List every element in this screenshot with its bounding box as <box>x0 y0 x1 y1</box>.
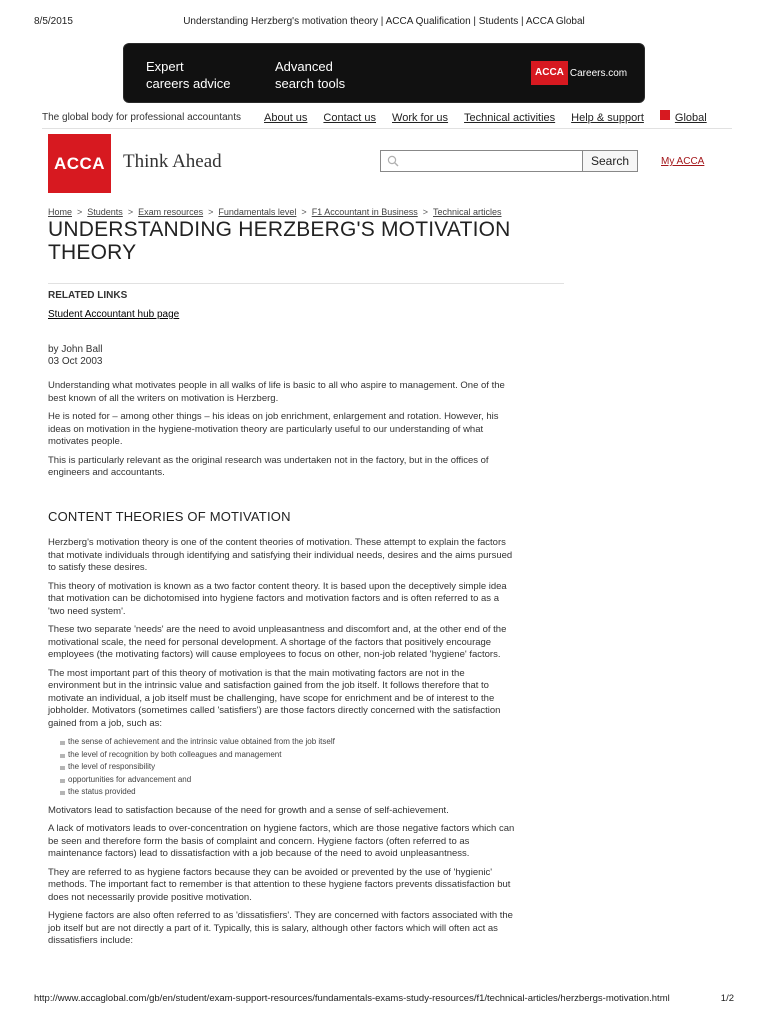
careers-banner[interactable] <box>123 43 645 103</box>
list-item: opportunities for advancement and <box>60 774 518 787</box>
print-page-title: Understanding Herzberg's motivation theory | ACCA Qualification | Students | ACCA Global <box>183 16 585 27</box>
related-links-label: RELATED LINKS <box>48 290 128 301</box>
banner-left-line2: careers advice <box>146 76 231 91</box>
nav-global-link[interactable]: Global <box>674 112 707 124</box>
search-input[interactable] <box>380 150 583 172</box>
search-form <box>380 150 638 172</box>
body-paragraph: Motivators lead to satisfaction because of the need for growth and a sense of self-achievement. <box>48 804 449 816</box>
acca-logo[interactable]: ACCA <box>48 134 111 193</box>
intro-paragraph: Understanding what motivates people in all walks of life is basic to all who aspire to management. One of the best known of all the writers on motivation is Herzberg. <box>48 380 505 404</box>
breadcrumb: Home > Students > Exam resources > Fundamentals level > F1 Accountant in Business > Technical articles <box>48 207 502 217</box>
article-body <box>48 537 518 954</box>
nav-global[interactable] <box>660 112 723 124</box>
nav-technical-activities[interactable]: Technical activities <box>464 112 556 124</box>
acca-mini-logo-icon <box>660 110 670 120</box>
banner-search-tools <box>275 58 345 92</box>
breadcrumb-exam-resources[interactable]: Exam resources <box>138 207 204 217</box>
nav-about-us[interactable]: About us <box>264 112 308 124</box>
think-ahead-slogan: Think Ahead <box>123 151 222 172</box>
nav-contact-us[interactable]: Contact us <box>323 112 377 124</box>
body-paragraph: The most important part of this theory of motivation is that the main motivating factors are not in the environment but in the intrinsic value and satisfaction gained from the job itself. It follows therefore that to motivate an individual, a job itself must be challenging, have scope for enrichment and be of interest to the jobholder. Motivators (sometimes called 'satisfiers') are those factors directly concerned with the satisfaction gained from a job, such as: <box>48 667 501 729</box>
body-paragraph: Hygiene factors are also often referred to as 'dissatisfiers'. They are concerned with factors associated with the job itself but are not directly a part of it. Typically, this is salary, although other factors which will often act as dissatisfiers include: <box>48 910 513 946</box>
print-header <box>34 16 734 30</box>
banner-mid-line2: search tools <box>275 76 346 91</box>
intro-paragraph: He is noted for – among other things – his ideas on job enrichment, enlargement and rotation. However, his ideas on motivation in the hygiene-motivation theory are particularly useful to our understanding of what motivates people. <box>48 411 499 447</box>
breadcrumb-fundamentals-level[interactable]: Fundamentals level <box>218 207 297 217</box>
body-paragraph: These two separate 'needs' are the need to avoid unpleasantness and discomfort and, at the other end of the motivational scale, the need for personal development. A shortage of the factors that positively encourage employees (the motivating factors) will cause employees to focus on other, non-job related 'hygiene' factors. <box>48 624 507 660</box>
acca-careers-logo <box>531 61 627 85</box>
banner-left-line1: Expert <box>146 59 184 74</box>
search-button[interactable]: Search <box>583 150 638 172</box>
motivators-list <box>48 736 518 799</box>
article-date: 03 Oct 2003 <box>48 356 103 367</box>
banner-expert-advice <box>146 58 231 92</box>
article-intro <box>48 380 518 486</box>
my-acca-link[interactable]: My ACCA <box>661 156 705 167</box>
print-footer <box>34 993 734 1007</box>
list-item: the level of recognition by both colleagues and management <box>60 749 518 762</box>
print-date: 8/5/2015 <box>34 16 73 27</box>
print-page-number: 1/2 <box>720 993 734 1004</box>
article-author: by John Ball <box>48 344 103 355</box>
nav-divider <box>42 128 732 129</box>
breadcrumb-students[interactable]: Students <box>87 207 123 217</box>
breadcrumb-technical-articles[interactable]: Technical articles <box>433 207 502 217</box>
print-url: http://www.accaglobal.com/gb/en/student/exam-support-resources/fundamentals-exams-study-resources/f1/technical-articles/herzbergs-motivation.html <box>34 993 670 1004</box>
list-item: the sense of achievement and the intrinsic value obtained from the job itself <box>60 736 518 749</box>
acca-careers-logo-text: Careers.com <box>569 67 628 79</box>
breadcrumb-home[interactable]: Home <box>48 207 73 217</box>
banner-mid-line1: Advanced <box>275 59 333 74</box>
body-paragraph: This theory of motivation is known as a two factor content theory. It is based upon the deceptively simple idea that motivation can be dichotomised into hygiene factors and motivation factors and is often referred to as a 'two need system'. <box>48 580 507 617</box>
article-title: UNDERSTANDING HERZBERG'S MOTIVATION THEORY <box>48 218 511 264</box>
body-paragraph: They are referred to as hygiene factors because they can be avoided or prevented by the use of 'hygienic' methods. The important fact to remember is that attention to these hygiene factors prevents dissatisfaction but does not necessarily provide positive motivation. <box>48 866 511 903</box>
list-item: the status provided <box>60 786 518 799</box>
article-byline <box>48 344 102 368</box>
list-item: the level of responsibility <box>60 761 518 774</box>
magnifier-icon <box>387 155 399 167</box>
breadcrumb-f1[interactable]: F1 Accountant in Business <box>311 207 418 217</box>
section-heading: CONTENT THEORIES OF MOTIVATION <box>48 509 291 524</box>
tagline: The global body for professional accountants <box>42 112 242 123</box>
nav-work-for-us[interactable]: Work for us <box>392 112 449 124</box>
title-divider <box>48 283 564 284</box>
acca-careers-logo-mark: ACCA <box>531 61 568 85</box>
intro-paragraph: This is particularly relevant as the original research was undertaken not in the factory, but in the offices of engineers and accountants. <box>48 454 489 478</box>
top-navigation <box>42 112 732 128</box>
body-paragraph: Herzberg's motivation theory is one of the content theories of motivation. These attempt to explain the factors that motivate individuals through identifying and satisfying their individual needs, desires and the aims pursued to satisfy these desires. <box>48 537 513 573</box>
nav-help-support[interactable]: Help & support <box>571 112 644 124</box>
top-nav-links <box>264 112 723 124</box>
student-accountant-hub-link[interactable]: Student Accountant hub page <box>48 309 180 320</box>
body-paragraph: A lack of motivators leads to over-concentration on hygiene factors, which are those negative factors which can be seen and therefore form the basis of complaint and concern. Hygiene factors (often referred to as maintenance factors) lead to dissatisfaction with a job because of the need to avoid unpleasantness. <box>48 823 515 859</box>
